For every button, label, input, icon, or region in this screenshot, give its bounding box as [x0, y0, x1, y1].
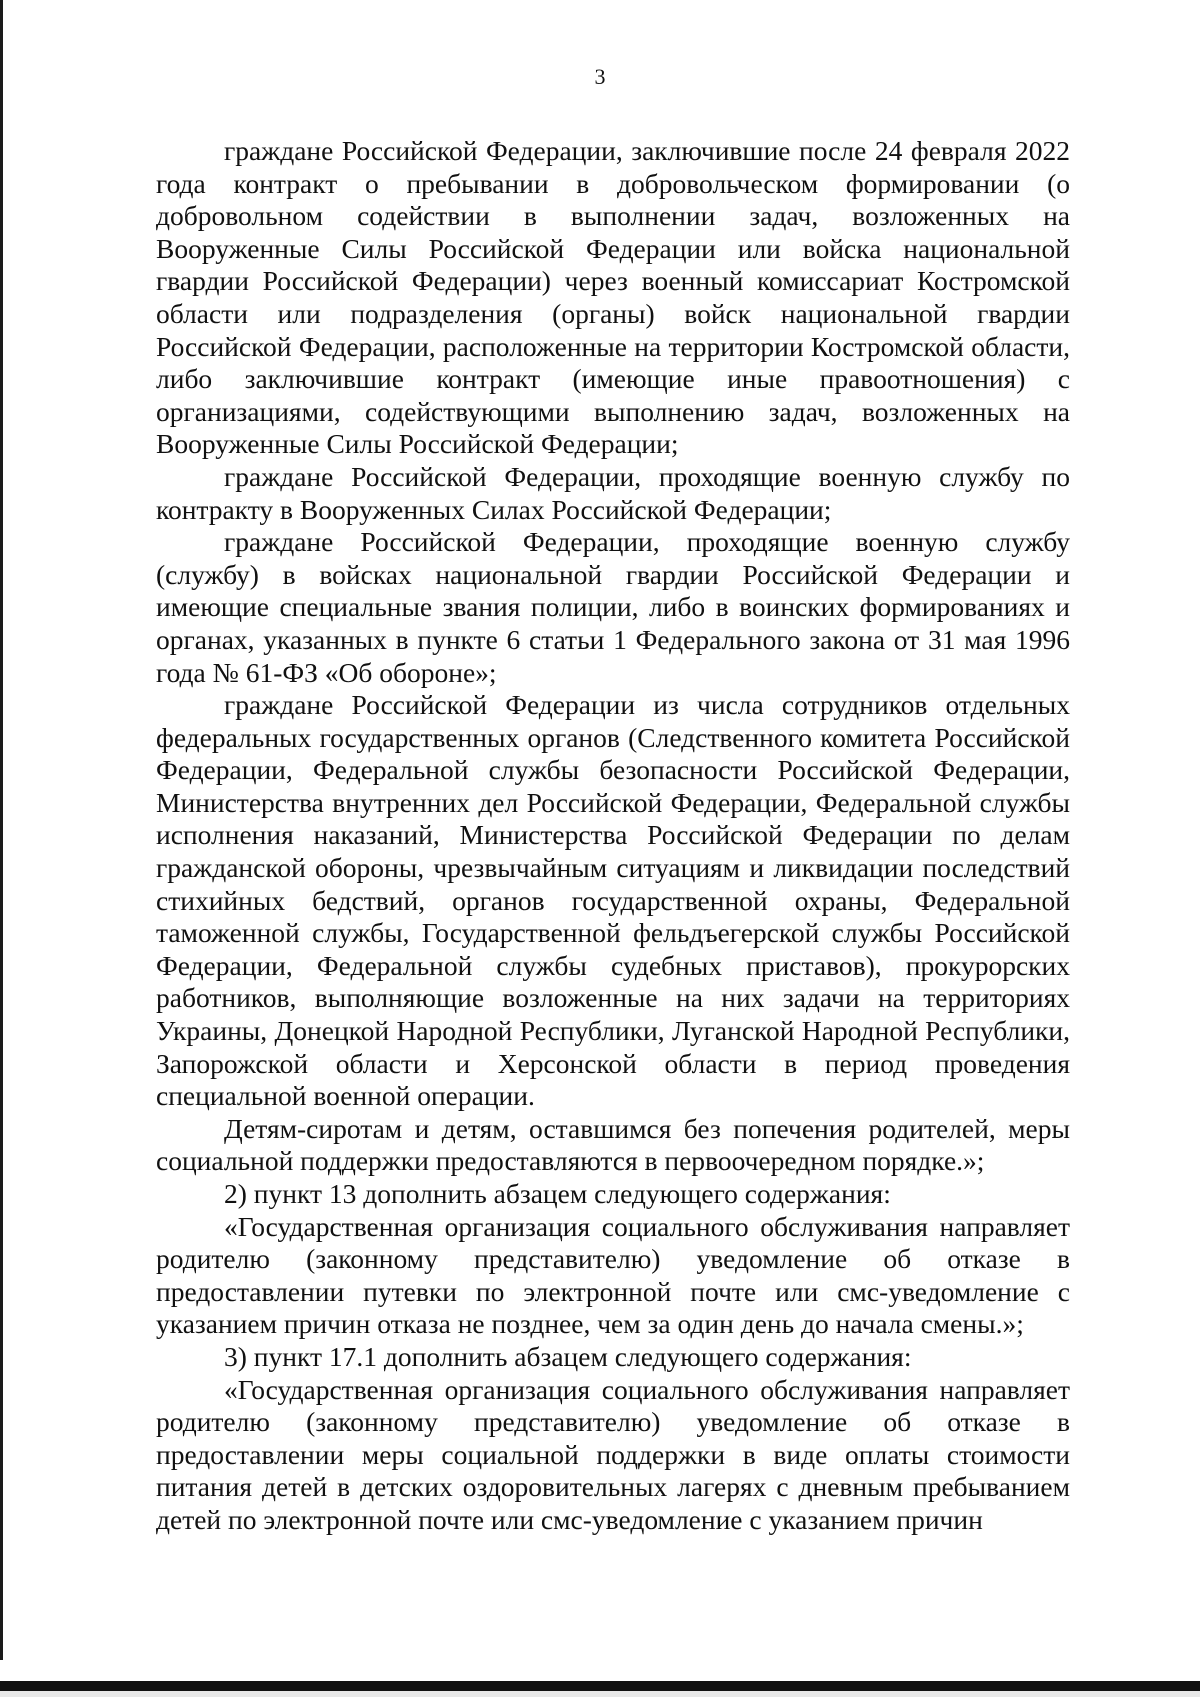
paragraph-orphans-priority: Детям-сиротам и детям, оставшимся без попечения родителей, меры социальной поддержки предоставляются в первоочередном порядке.»; [156, 1112, 1070, 1177]
scan-bottom-shadow [0, 1691, 1200, 1697]
page-number: 3 [594, 64, 606, 89]
paragraph-citizens-federal-bodies: граждане Российской Федерации из числа сотрудников отдельных федеральных государственных органов (Следственного комитета Российской Федерации, Федеральной службы безопасности Российской Федерации, Министерства внутренних дел Российской Федерации, Федеральной службы исполнения наказаний, Министерства Российской Федерации по делам гражданской обороны, чрезвычайным ситуациям и ликвидации последствий стихийных бедствий, органов государственной охраны, Федеральной таможенной службы, Государственной фельдъегерской службы Российской Федерации, Федеральной службы судебных приставов), прокурорских работников, выполняющие возложенные на них задачи на территориях Украины, Донецкой Народной Республики, Луганской Народной Республики, Запорожской области и Херсонской области в период проведения специальной военной операции. [156, 689, 1070, 1112]
scan-bottom-edge [0, 1681, 1200, 1691]
scan-left-edge [0, 0, 3, 1660]
paragraph-item-17-1-text: «Государственная организация социального обслуживания направляет родителю (законному представителю) уведомление об отказе в предоставлении меры социальной поддержки в виде оплаты стоимости питания детей в детских оздоровительных лагерях с дневным пребыванием детей по электронной почте или смс-уведомление с указанием причин [156, 1373, 1070, 1535]
paragraph-citizens-military-contract: граждане Российской Федерации, проходящие военную службу по контракту в Вооруженных Силах Российской Федерации; [156, 460, 1070, 525]
document-body [156, 135, 1070, 1537]
paragraph-item-17-1-amendment: 3) пункт 17.1 дополнить абзацем следующего содержания: [224, 1340, 912, 1372]
paragraph-item-13-text: «Государственная организация социального обслуживания направляет родителю (законному представителю) уведомление об отказе в предоставлении путевки по электронной почте или смс-уведомление с указанием причин отказа не позднее, чем за один день до начала смены.»; [156, 1210, 1070, 1340]
paragraph-item-13-amendment: 2) пункт 13 дополнить абзацем следующего содержания: [224, 1178, 891, 1209]
paragraph-citizens-national-guard: граждане Российской Федерации, проходящие военную службу (службу) в войсках национальной гвардии Российской Федерации и имеющие специальные звания полиции, либо в воинских формированиях и органах, указанных в пункте 6 статьи 1 Федерального закона от 31 мая 1996 года № 61-ФЗ «Об обороне»; [156, 526, 1070, 688]
paragraph-citizens-volunteer-contract: граждане Российской Федерации, заключившие после 24 февраля 2022 года контракт о пребывании в добровольческом формировании (о добровольном содействии в выполнении задач, возложенных на Вооруженные Силы Российской Федерации или войска национальной гвардии Российской Федерации) через военный комиссариат Костромской области или подразделения (органы) войск национальной гвардии Российской Федерации, расположенные на территории Костромской области, либо заключившие контракт (имеющие иные правоотношения) с организациями, содействующими выполнению задач, возложенных на Вооруженные Силы Российской Федерации; [156, 135, 1070, 460]
